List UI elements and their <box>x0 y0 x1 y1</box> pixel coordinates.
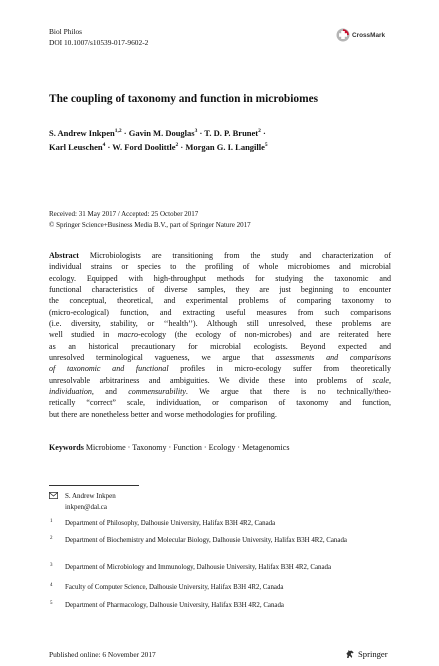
footnote-divider <box>49 485 139 486</box>
envelope-icon <box>49 492 58 499</box>
keyword[interactable]: Metagenomics <box>242 443 290 452</box>
publisher-name: Springer <box>358 649 388 659</box>
keyword[interactable]: Ecology <box>208 443 236 452</box>
abstract-heading: Abstract <box>49 251 79 260</box>
abstract-line <box>49 352 391 363</box>
author-name[interactable]: S. Andrew Inkpen <box>49 128 115 138</box>
abstract-text: (i.e. diversity, stability, or ‘‘health’’). Although still unresolved, these problems are <box>49 319 391 329</box>
affiliation-number: 4 <box>50 583 53 588</box>
abstract-text: the conceptual, theoretical, and experimental problems of comparing taxonomy to <box>49 296 391 306</box>
abstract-line <box>49 375 391 386</box>
author-separator: · <box>263 128 266 138</box>
keywords <box>49 443 289 452</box>
correspondence-text <box>65 491 116 512</box>
springer-horse-icon <box>345 649 355 659</box>
abstract-text: ecology. Equipped with high-throughput methods for studying the taxonomic and <box>49 273 391 283</box>
author-affiliation: 1,2 <box>114 128 122 134</box>
keywords-heading: Keywords <box>49 443 84 452</box>
abstract-line <box>49 307 391 318</box>
author-affiliation: 2 <box>258 128 261 134</box>
abstract-line <box>49 295 391 306</box>
author-separator: · <box>123 128 129 138</box>
correspondence-name: S. Andrew Inkpen <box>65 492 116 500</box>
abstract-text: -ecology (the ecology of non-microbes) and are reiterated here <box>137 330 391 340</box>
affiliation-text: Faculty of Computer Science, Dalhousie University, Halifax B3H 4R2, Canada <box>65 584 284 591</box>
abstract-text: retically “correct” scale, individuation, or comparison of taxonomy and function, <box>49 398 391 408</box>
author-separator: · <box>107 142 113 152</box>
abstract <box>49 250 391 420</box>
author-name[interactable]: Karl Leuschen <box>49 142 103 152</box>
abstract-text: of taxonomic and functional <box>49 364 169 374</box>
affiliation-number: 3 <box>50 563 53 568</box>
abstract-text: functional characteristics of diverse samples, they are just beginning to encounter <box>49 285 391 295</box>
affiliation-number: 2 <box>50 536 53 541</box>
affiliation-number: 5 <box>50 601 53 606</box>
abstract-line <box>49 341 391 352</box>
abstract-text: , <box>388 375 391 385</box>
keyword-separator: · <box>125 443 133 452</box>
abstract-text: Microbiologists are transitioning from the study and characterization of <box>89 251 391 260</box>
abstract-text: individuation <box>49 387 92 397</box>
abstract-text: (micro-ecological) function, and extracting useful measures from such comparisons <box>49 307 391 317</box>
doi[interactable]: DOI 10.1007/s10539-017-9602-2 <box>49 37 149 47</box>
abstract-line <box>49 261 391 272</box>
author-affiliation: 4 <box>102 142 106 148</box>
keyword-separator: · <box>201 443 209 452</box>
author-line-2 <box>49 140 268 154</box>
keyword[interactable]: Microbiome <box>85 443 126 452</box>
abstract-line <box>49 273 391 284</box>
abstract-text: well studied in <box>49 330 118 340</box>
abstract-line <box>49 363 391 374</box>
received-accepted: Received: 31 May 2017 / Accepted: 25 October 2017 <box>49 210 199 218</box>
abstract-line <box>49 386 391 397</box>
article-title: The coupling of taxonomy and function in microbiomes <box>49 93 319 105</box>
abstract-text: profiles in micro-ecology suffer from theoretically <box>168 364 391 374</box>
affiliation-text: Department of Microbiology and Immunology, Dalhousie University, Halifax B3H 4R2, Canada <box>65 564 332 571</box>
publication-dates <box>49 209 251 230</box>
author-name[interactable]: Morgan G. I. Langille <box>185 142 265 152</box>
abstract-text: unresolvable arbitrariness and ambiguities. We divide these into problems of <box>49 375 373 385</box>
author-affiliation: 5 <box>264 142 268 148</box>
abstract-text: but there are nonetheless better and worse methodologies for profiling. <box>49 409 277 419</box>
keyword-list <box>86 443 290 452</box>
keyword-separator: · <box>235 443 243 452</box>
abstract-line <box>49 318 391 329</box>
journal-name: Biol Philos <box>49 27 83 36</box>
abstract-text: commensurability <box>128 387 186 397</box>
abstract-line <box>49 250 391 261</box>
keyword[interactable]: Taxonomy <box>132 443 167 452</box>
crossmark-label: CrossMark <box>352 31 386 39</box>
crossmark-badge[interactable] <box>336 28 385 42</box>
author-affiliation: 3 <box>194 128 198 134</box>
author-line-1 <box>49 126 268 140</box>
author-name[interactable]: W. Ford Doolittle <box>112 142 176 152</box>
affiliation-text: Department of Biochemistry and Molecular Biology, Dalhousie University, Halifax B3H 4R2, Canada <box>65 537 347 544</box>
abstract-text: assessments and comparisons <box>275 353 391 363</box>
author-list <box>49 126 268 154</box>
abstract-text: , and <box>91 387 129 397</box>
affiliation-number: 1 <box>50 519 53 524</box>
author-separator: · <box>180 142 186 152</box>
correspondence-email[interactable]: inkpen@dal.ca <box>65 502 108 511</box>
abstract-text: as an historical precautionary for microbial ecologists. Beyond expected and <box>49 341 391 351</box>
keyword-separator: · <box>166 443 174 452</box>
abstract-text: macro <box>117 330 138 340</box>
author-name[interactable]: Gavin M. Douglas <box>128 128 195 138</box>
abstract-line <box>49 409 391 420</box>
copyright: © Springer Science+Business Media B.V., part of Springer Nature 2017 <box>49 220 251 229</box>
abstract-line <box>49 284 391 295</box>
author-affiliation: 2 <box>175 142 179 148</box>
keyword[interactable]: Function <box>173 443 202 452</box>
abstract-line <box>49 397 391 408</box>
affiliation-text: Department of Pharmacology, Dalhousie University, Halifax B3H 4R2, Canada <box>65 602 284 609</box>
journal-header <box>49 27 148 48</box>
abstract-text: individual strains or species to the profiling of whole microbiomes and microbial <box>49 262 391 272</box>
abstract-text: scale <box>372 375 389 385</box>
crossmark-icon <box>336 28 350 42</box>
abstract-text: . We argue that there is no technically/theo- <box>185 387 392 397</box>
author-separator: · <box>199 128 205 138</box>
abstract-text: unresolved terminological vagueness, we argue that <box>49 353 276 363</box>
springer-logo <box>345 649 388 659</box>
author-name[interactable]: T. D. P. Brunet <box>204 128 259 138</box>
published-online: Published online: 6 November 2017 <box>49 650 156 659</box>
affiliation-text: Department of Philosophy, Dalhousie University, Halifax B3H 4R2, Canada <box>65 520 276 527</box>
abstract-line <box>49 329 391 340</box>
